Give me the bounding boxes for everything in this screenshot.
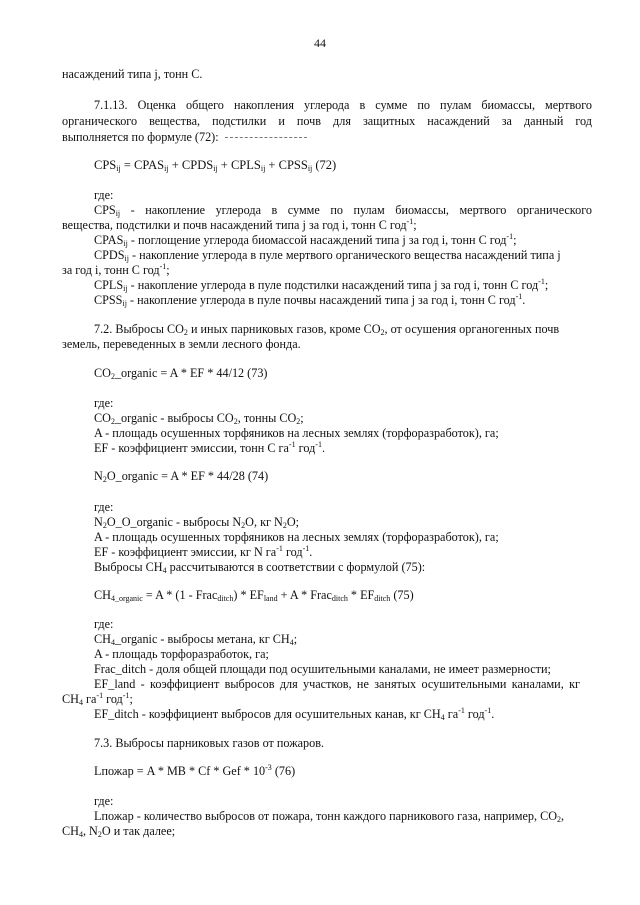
formula-73: $CO_2\_organic = A$ * EF * 44/12 (73) (94, 366, 268, 381)
def-ef-land-line1: EF_land - коэффициент выбросов для участков, не занятых осушительными каналами, кг (94, 677, 580, 691)
def-cps-line2: вещества, подстилки и почв насаждений типа j за год i, тонн С год$^{-1}$; (62, 217, 417, 232)
formula-76: Lпожар = A * MB * Cf * Gef * $10^{-3}$ (76) (94, 763, 296, 778)
def-frac-ditch: Frac_ditch - доля общей площади под осушительными каналами, не имеет размерности; (94, 662, 551, 676)
paragraph-7-2-line1: 7.2. Выбросы $CO_2$ и иных парниковых газов, кроме $CO_2$, от осушения органогенных почв (94, 322, 560, 337)
def-area: A - площадь осушенных торфяников на лесных землях (торфоразработок), га; (94, 426, 499, 440)
def-ef-ditch: EF_ditch - коэффициент выбросов для осушительных канав, кг $CH_4$ $га^{-1}$ год$^{-1}$. (94, 706, 495, 722)
paragraph-7-1-13-line1: 7.1.13. Оценка общего накопления углерода в сумме по пулам биомассы, мертвого (94, 98, 592, 112)
def-cps-line1: $CPS_{ij}$ - накопление углерода в сумме по пулам биомассы, мертвого органического (94, 203, 592, 218)
paragraph-7-1-13-line2: органического вещества, подстилки и почв для защитных насаждений за данный год (62, 114, 592, 128)
where-label: где: (94, 500, 114, 514)
def-cpds-line1: $CPDS_{ij}$ - накопление углерода в пуле мертвого органического вещества насаждений типа j (94, 248, 561, 263)
ch4-intro: Выбросы $CH_4$ рассчитываются в соответствии с формулой (75): (94, 560, 426, 575)
where-label: где: (94, 617, 114, 631)
def-ef-land-line2: $CH_4$ $га^{-1}$ год$^{-1}$; (62, 691, 133, 707)
def-cpas: $CPAS_{ij}$ - поглощение углерода биомассой насаждений типа j за год i, тонн С год$^{-1}$; (94, 232, 517, 248)
def-area: A - площадь осушенных торфяников на лесных землях (торфоразработок), га; (94, 530, 499, 544)
page-number: 44 (314, 36, 326, 50)
def-lfire-line2: $CH_4$, $N_2O$ и так далее; (62, 824, 176, 839)
scan-artifact-dash (225, 136, 307, 138)
paragraph-7-2-line2: земель, переведенных в земли лесного фонда. (62, 337, 301, 351)
def-cpls: $CPLS_{ij}$ - накопление углерода в пуле подстилки насаждений типа j за год i, тонн С год$^{-1}$; (94, 277, 549, 293)
def-ch4-organic: $CH_4\_organic$ - выбросы метана, кг $CH_4$; (94, 632, 298, 647)
where-label: где: (94, 188, 114, 202)
where-label: где: (94, 396, 114, 410)
def-area: A - площадь торфоразработок, га; (94, 647, 269, 661)
paragraph-7-3: 7.3. Выбросы парниковых газов от пожаров. (94, 736, 325, 750)
def-n2o-organic: $N_2O\_O\_organic$ - выбросы $N_2O$, кг $N_2O$; (94, 515, 300, 530)
where-label: где: (94, 794, 114, 808)
formula-72: $CPS_{ij}$ = $CPAS_{ij}$ + $CPDS_{ij}$ + $CPLS_{ij}$ + $CPSS_{ij}$ (72) (94, 158, 337, 173)
text-line: насаждений типа j, тонн С. (62, 67, 203, 81)
def-cpss: $CPSS_{ij}$ - накопление углерода в пуле почвы насаждений типа j за год i, тонн С год$^{-1}$. (94, 292, 526, 308)
def-ef: EF - коэффициент эмиссии, тонн С $га^{-1}$ год$^{-1}$. (94, 440, 325, 455)
formula-74: $N_2O\_organic = A$ * EF * 44/28 (74) (94, 469, 269, 484)
def-ef: EF - коэффициент эмиссии, кг N $га^{-1}$ год$^{-1}$. (94, 544, 313, 559)
def-cpds-line2: за год i, тонн С год$^{-1}$; (62, 262, 170, 277)
def-lfire-line1: Lпожар - количество выбросов от пожара, тонн каждого парникового газа, например, $CO_2$, (94, 809, 565, 824)
paragraph-7-1-13-line3: выполняется по формуле (72): (62, 130, 592, 145)
formula-75: $CH_{4\_organic} = A * (1$ - Frac$_{ditch}$) * $EF_{land} + A$ * Frac$_{ditch}$ * $EF_{ditch}$ (75) (94, 588, 414, 603)
def-co2-organic: $CO_2\_organic$ - выбросы $CO_2$, тонны $CO_2$; (94, 411, 304, 426)
